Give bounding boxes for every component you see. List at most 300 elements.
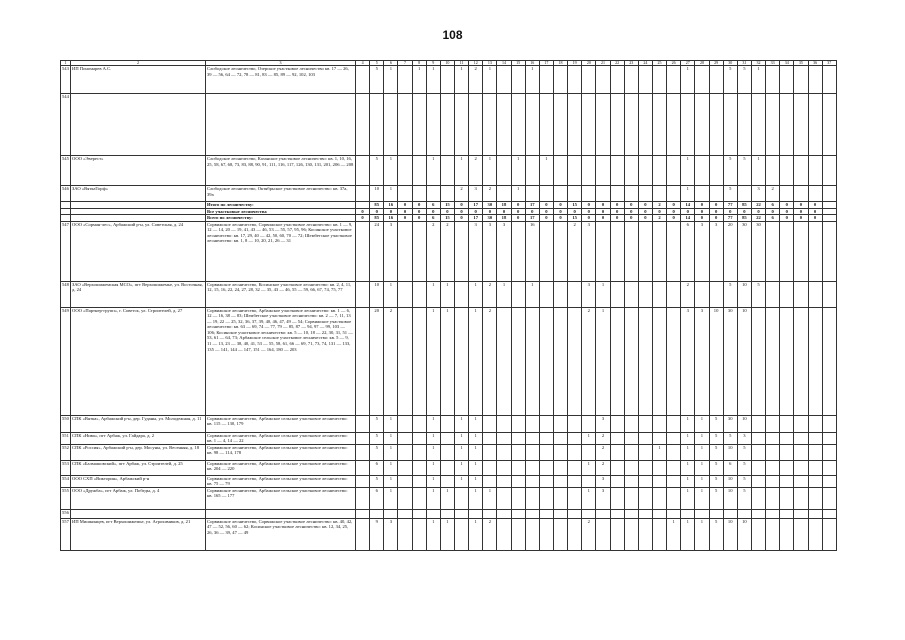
value-cell (539, 66, 553, 94)
value-cell (709, 94, 723, 156)
value-cell (525, 518, 539, 550)
value-cell (652, 281, 666, 307)
value-cell (610, 66, 624, 94)
value-cell (454, 94, 468, 156)
value-cell (539, 509, 553, 518)
value-cell (497, 518, 511, 550)
value-cell: 3 (497, 221, 511, 281)
value-cell: 10 (737, 518, 751, 550)
value-cell (766, 518, 780, 550)
value-cell (794, 66, 808, 94)
header-cell: 28 (695, 61, 709, 66)
value-cell (652, 509, 666, 518)
value-cell (652, 487, 666, 509)
header-cell: 30 (723, 61, 737, 66)
value-cell (610, 186, 624, 202)
value-cell (553, 475, 567, 487)
value-cell (610, 94, 624, 156)
row-number: 545 (61, 156, 71, 186)
table-row (61, 475, 837, 487)
value-cell: 16 (525, 221, 539, 281)
value-cell (610, 307, 624, 415)
value-cell (751, 444, 765, 460)
summary-value: 16 (384, 215, 398, 222)
value-cell (794, 221, 808, 281)
summary-value: 0 (454, 215, 468, 222)
organization-cell: ООО «Дружба», пгт Арбаж, ул. Победы, д. 4 (71, 487, 206, 509)
value-cell: 1 (596, 281, 610, 307)
value-cell: 1 (384, 444, 398, 460)
value-cell: 1 (596, 307, 610, 415)
table-row (61, 509, 837, 518)
value-cell (638, 475, 652, 487)
value-cell (638, 94, 652, 156)
value-cell (539, 281, 553, 307)
value-cell (398, 281, 412, 307)
summary-value: 0 (539, 208, 553, 215)
value-cell (709, 186, 723, 202)
summary-label: Всего по лесничеству: (206, 215, 356, 222)
value-cell: 3 (709, 221, 723, 281)
value-cell (426, 509, 440, 518)
value-cell (568, 94, 582, 156)
value-cell (454, 307, 468, 415)
value-cell (780, 94, 794, 156)
value-cell (822, 460, 836, 475)
value-cell (398, 444, 412, 460)
value-cell: 1 (695, 475, 709, 487)
value-cell (596, 509, 610, 518)
value-cell (356, 66, 370, 94)
value-cell (539, 432, 553, 444)
value-cell: 2 (469, 156, 483, 186)
organization-cell (71, 509, 206, 518)
value-cell (667, 281, 681, 307)
value-cell (398, 156, 412, 186)
row-number: 553 (61, 460, 71, 475)
value-cell (553, 66, 567, 94)
forest-register-table (60, 60, 837, 551)
value-cell: 1 (497, 281, 511, 307)
summary-value: 22 (751, 202, 765, 209)
value-cell: 5 (737, 444, 751, 460)
value-cell: 24 (370, 221, 384, 281)
header-cell: 23 (624, 61, 638, 66)
value-cell (356, 281, 370, 307)
value-cell: 30 (751, 221, 765, 281)
value-cell: 1 (384, 432, 398, 444)
summary-value: 30 (483, 202, 497, 209)
value-cell (568, 509, 582, 518)
value-cell (652, 66, 666, 94)
value-cell: 1 (426, 475, 440, 487)
value-cell: 2 (582, 307, 596, 415)
header-cell: 27 (681, 61, 695, 66)
forest-area-cell: Слободское лесничество, Октябрьское участковое лесничество: кв. 37а, 39а (206, 186, 356, 202)
value-cell (582, 156, 596, 186)
value-cell: 1 (469, 432, 483, 444)
value-cell: 1 (681, 460, 695, 475)
value-cell: 5 (723, 186, 737, 202)
value-cell (511, 221, 525, 281)
organization-cell: ООО «Эверест» (71, 156, 206, 186)
value-cell (723, 94, 737, 156)
value-cell: 1 (426, 415, 440, 432)
value-cell: 10 (723, 518, 737, 550)
header-cell: 19 (568, 61, 582, 66)
value-cell (822, 475, 836, 487)
value-cell (610, 444, 624, 460)
value-cell (412, 221, 426, 281)
value-cell (568, 460, 582, 475)
value-cell: 3 (469, 186, 483, 202)
value-cell (568, 518, 582, 550)
summary-value: 0 (596, 202, 610, 209)
table-row (61, 186, 837, 202)
value-cell: 1 (384, 487, 398, 509)
value-cell (610, 518, 624, 550)
value-cell (440, 460, 454, 475)
value-cell (751, 415, 765, 432)
summary-value: 0 (511, 202, 525, 209)
value-cell (497, 307, 511, 415)
value-cell (511, 460, 525, 475)
value-cell (440, 432, 454, 444)
value-cell (440, 509, 454, 518)
organization-cell: ООО «Сорман-лес», Арбажский р-н, ул. Советская, д. 24 (71, 221, 206, 281)
summary-value: 0 (539, 202, 553, 209)
table-row (61, 460, 837, 475)
table-row (61, 444, 837, 460)
value-cell: 3 (582, 221, 596, 281)
header-cell: 37 (822, 61, 836, 66)
row-number: 554 (61, 475, 71, 487)
summary-value: 2 (652, 215, 666, 222)
summary-value: 15 (568, 215, 582, 222)
value-cell (412, 281, 426, 307)
value-cell (483, 460, 497, 475)
value-cell (412, 156, 426, 186)
value-cell (525, 432, 539, 444)
summary-value: 0 (553, 208, 567, 215)
value-cell: 1 (454, 475, 468, 487)
value-cell (822, 487, 836, 509)
value-cell (652, 460, 666, 475)
row-number: 556 (61, 509, 71, 518)
summary-value: 0 (398, 202, 412, 209)
value-cell (695, 94, 709, 156)
value-cell: 3 (751, 186, 765, 202)
header-cell: 31 (737, 61, 751, 66)
value-cell: 2 (596, 432, 610, 444)
value-cell: 1 (695, 518, 709, 550)
value-cell: 5 (370, 156, 384, 186)
summary-value: 0 (356, 215, 370, 222)
summary-value: 2 (652, 202, 666, 209)
value-cell: 1 (384, 475, 398, 487)
value-cell: 2 (384, 307, 398, 415)
summary-value: 0 (483, 208, 497, 215)
organization-cell: ООО СХП «Виктория», Арбажский р-н (71, 475, 206, 487)
value-cell (794, 487, 808, 509)
summary-value: 85 (737, 202, 751, 209)
value-cell (695, 281, 709, 307)
value-cell: 1 (525, 66, 539, 94)
value-cell (667, 487, 681, 509)
row-number: 555 (61, 487, 71, 509)
value-cell (751, 509, 765, 518)
value-cell (539, 475, 553, 487)
value-cell (794, 307, 808, 415)
value-cell: 3 (695, 307, 709, 415)
value-cell: 5 (370, 475, 384, 487)
value-cell (652, 221, 666, 281)
value-cell: 3 (582, 281, 596, 307)
value-cell (794, 94, 808, 156)
value-cell: 1 (469, 518, 483, 550)
value-cell: 2 (596, 460, 610, 475)
value-cell (356, 475, 370, 487)
value-cell (412, 475, 426, 487)
value-cell: 1 (681, 444, 695, 460)
value-cell: 6 (681, 221, 695, 281)
value-cell (454, 281, 468, 307)
value-cell (370, 94, 384, 156)
summary-value: 0 (624, 215, 638, 222)
summary-value: 0 (709, 215, 723, 222)
row-number: 551 (61, 432, 71, 444)
summary-value: 6 (426, 215, 440, 222)
value-cell (624, 66, 638, 94)
summary-value: 0 (511, 208, 525, 215)
header-cell: 16 (525, 61, 539, 66)
value-cell: 1 (582, 432, 596, 444)
summary-value: 0 (610, 208, 624, 215)
value-cell (568, 156, 582, 186)
summary-value: 17 (525, 202, 539, 209)
value-cell (440, 94, 454, 156)
summary-value: 0 (454, 202, 468, 209)
summary-value: 22 (751, 215, 765, 222)
value-cell: 10 (723, 444, 737, 460)
value-cell: 6 (723, 460, 737, 475)
value-cell (610, 432, 624, 444)
header-cell: 33 (766, 61, 780, 66)
value-cell (426, 186, 440, 202)
value-cell: 10 (723, 487, 737, 509)
value-cell (539, 487, 553, 509)
value-cell (596, 94, 610, 156)
value-cell (794, 281, 808, 307)
row-number: 546 (61, 186, 71, 202)
forest-register-table-wrap (60, 60, 836, 551)
table-row (61, 66, 837, 94)
summary-value: 15 (568, 202, 582, 209)
value-cell (794, 518, 808, 550)
forest-area-cell: Сорвижское лесничество, Арбажское сельское участковое лесничество: кв. 204 — 220 (206, 460, 356, 475)
value-cell: 10 (723, 475, 737, 487)
value-cell (808, 444, 822, 460)
value-cell (638, 221, 652, 281)
value-cell: 5 (737, 460, 751, 475)
value-cell (667, 415, 681, 432)
summary-value: 0 (497, 208, 511, 215)
organization-cell: ИП Мишкинцев, пгт Верхошижемье, ул. Агрохимиков, д. 21 (71, 518, 206, 550)
value-cell (568, 487, 582, 509)
value-cell (667, 156, 681, 186)
value-cell (780, 509, 794, 518)
row-number: 547 (61, 221, 71, 281)
value-cell (582, 66, 596, 94)
value-cell (497, 487, 511, 509)
organization-cell: ИП Пономарев А.С. (71, 66, 206, 94)
value-cell (751, 307, 765, 415)
header-cell: 24 (638, 61, 652, 66)
row-number: 543 (61, 66, 71, 94)
value-cell: 1 (384, 415, 398, 432)
value-cell (638, 66, 652, 94)
organization-cell: ЗАО «ВяткаТорф» (71, 186, 206, 202)
row-number: 549 (61, 307, 71, 415)
header-cell: 8 (412, 61, 426, 66)
value-cell: 1 (426, 432, 440, 444)
value-cell (426, 94, 440, 156)
value-cell: 1 (511, 186, 525, 202)
header-cell: 2 (71, 61, 206, 66)
value-cell: 1 (681, 66, 695, 94)
value-cell: 1 (440, 487, 454, 509)
value-cell (412, 518, 426, 550)
value-cell (356, 444, 370, 460)
value-cell: 1 (695, 415, 709, 432)
summary-value: 0 (582, 202, 596, 209)
value-cell (794, 415, 808, 432)
value-cell: 1 (667, 518, 681, 550)
value-cell: 1 (454, 66, 468, 94)
value-cell: 30 (723, 307, 737, 415)
value-cell (652, 415, 666, 432)
value-cell: 2 (440, 221, 454, 281)
value-cell: 5 (709, 518, 723, 550)
value-cell (780, 444, 794, 460)
value-cell (681, 94, 695, 156)
organization-cell (71, 94, 206, 156)
value-cell (356, 156, 370, 186)
value-cell (780, 66, 794, 94)
summary-value: 85 (370, 215, 384, 222)
value-cell (610, 156, 624, 186)
value-cell: 1 (681, 475, 695, 487)
value-cell: 1 (384, 460, 398, 475)
value-cell: 30 (737, 221, 751, 281)
value-cell (780, 221, 794, 281)
value-cell: 1 (426, 460, 440, 475)
value-cell (525, 487, 539, 509)
summary-value: 0 (695, 202, 709, 209)
value-cell (483, 444, 497, 460)
value-cell (624, 415, 638, 432)
value-cell: 1 (695, 460, 709, 475)
summary-value: 0 (356, 208, 370, 215)
summary-value: 0 (525, 208, 539, 215)
summary-value: 0 (412, 215, 426, 222)
value-cell (780, 518, 794, 550)
value-cell (483, 94, 497, 156)
table-row (61, 432, 837, 444)
value-cell: 1 (582, 487, 596, 509)
value-cell (568, 432, 582, 444)
header-cell: 15 (511, 61, 525, 66)
value-cell (794, 509, 808, 518)
value-cell (638, 518, 652, 550)
value-cell (511, 432, 525, 444)
summary-value: 0 (412, 202, 426, 209)
summary-value: 0 (610, 202, 624, 209)
value-cell (356, 307, 370, 415)
value-cell (596, 221, 610, 281)
forest-area-cell: Сорвижское лесничество, Арбажское сельское участковое лесничество: кв. 98 — 114, 178 (206, 444, 356, 460)
value-cell (638, 487, 652, 509)
table-row (61, 94, 837, 156)
value-cell (511, 518, 525, 550)
header-cell: 3 (206, 61, 356, 66)
value-cell: 3 (384, 221, 398, 281)
table-row (61, 518, 837, 550)
value-cell (822, 518, 836, 550)
header-cell: 34 (780, 61, 794, 66)
value-cell (568, 281, 582, 307)
header-cell: 12 (469, 61, 483, 66)
value-cell (751, 94, 765, 156)
organization-cell: СПК «Вятка», Арбажский р-н, дер. Гуданы, ул. Молодежная, д. 11 (71, 415, 206, 432)
value-cell (511, 509, 525, 518)
value-cell (822, 186, 836, 202)
value-cell (497, 475, 511, 487)
value-cell: 2 (568, 221, 582, 281)
forest-area-cell: Сорвижское лесничество, Арбажское сельское участковое лесничество: кв. 115 — 130, 179 (206, 415, 356, 432)
value-cell (667, 444, 681, 460)
summary-value: 0 (568, 208, 582, 215)
value-cell (808, 94, 822, 156)
value-cell: 1 (483, 66, 497, 94)
forest-area-cell: Сорвижское лесничество, Арбажское участковое лесничество: кв. 1 — 6, 12 — 16, 38 — 83; Шембетское участковое лесничество: кв. 2 — 7, 11, 13 — 19, 22 — 25, 32, 36, 37, 39, 40, 46, 47, 49 — 54; Сорвижское участковое лесничество: кв. 63 — 69, 74 — 77, 79 — 85, 87 — 94, 97 — 99, 103 — 106; Косинское участковое лесничество: кв. 5 — 10, 18 — 22, 30, 31, 51 — 53, 61 — 64, 73; Арбажское сельское участковое лесничество: кв. 5 — 9, 11 — 13, 23 — 38, 40, 41, 53 — 55, 58, 61, 66 — 69, 71, 73, 74, 131 — 133, 135 — 141, 144 — 147, 151 — 164, 180 — 203 (206, 307, 356, 415)
value-cell (497, 186, 511, 202)
summary-value: 0 (751, 208, 765, 215)
value-cell: 1 (426, 66, 440, 94)
value-cell (808, 281, 822, 307)
row-number: 552 (61, 444, 71, 460)
value-cell: 1 (695, 487, 709, 509)
value-cell (568, 475, 582, 487)
value-cell (582, 415, 596, 432)
organization-cell: СПК «Балмашовский», пгт Арбаж, ул. Строителей, д. 25 (71, 460, 206, 475)
value-cell (808, 415, 822, 432)
value-cell (751, 475, 765, 487)
value-cell (398, 509, 412, 518)
value-cell (667, 475, 681, 487)
value-cell: 1 (426, 281, 440, 307)
value-cell (794, 444, 808, 460)
value-cell (384, 94, 398, 156)
summary-value: 0 (780, 202, 794, 209)
value-cell (822, 509, 836, 518)
summary-value: 0 (553, 202, 567, 209)
value-cell (568, 444, 582, 460)
value-cell (497, 509, 511, 518)
value-cell (638, 432, 652, 444)
value-cell (398, 475, 412, 487)
value-cell: 5 (370, 66, 384, 94)
